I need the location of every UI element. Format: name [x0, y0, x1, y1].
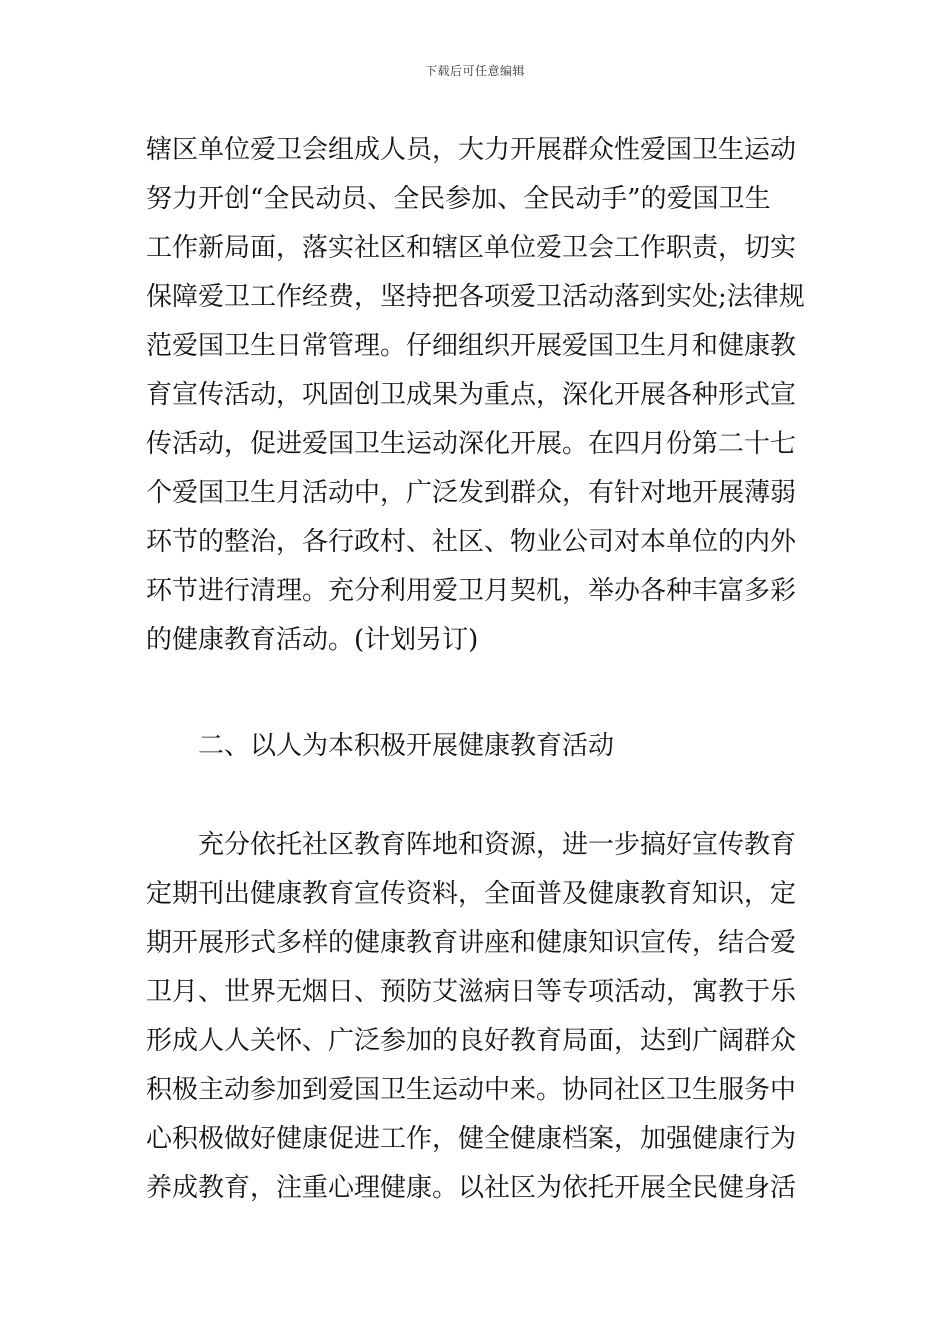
- text-line: 环节的整治，各行政村、社区、物业公司对本单位的内外: [146, 527, 797, 557]
- text-line: 保障爱卫工作经费，坚持把各项爱卫活动落到实处;法律规: [146, 282, 805, 312]
- section-2-heading-block: [146, 722, 810, 771]
- paragraph-1: [146, 126, 810, 665]
- text-line: 期开展形式多样的健康教育讲座和健康知识宣传，结合爱: [146, 928, 797, 958]
- text-line: 育宣传活动，巩固创卫成果为重点，深化开展各种形式宣: [146, 380, 797, 410]
- text-line: 范爱国卫生日常管理。仔细组织开展爱国卫生月和健康教: [146, 331, 797, 361]
- text-line: 养成教育，注重心理健康。以社区为依托开展全民健身活: [146, 1173, 797, 1203]
- text-line: 卫月、世界无烟日、预防艾滋病日等专项活动，寓教于乐: [146, 977, 797, 1007]
- section-heading: 二、以人为本积极开展健康教育活动: [198, 731, 615, 761]
- text-line: 积极主动参加到爱国卫生运动中来。协同社区卫生服务中: [146, 1075, 797, 1105]
- text-line: 努力开创“全民动员、全民参加、全民动手”的爱国卫生: [146, 184, 771, 214]
- text-line: 的健康教育活动。(计划另订): [146, 625, 479, 655]
- text-line: 工作新局面，落实社区和辖区单位爱卫会工作职责，切实: [146, 233, 797, 263]
- text-line: 形成人人关怀、广泛参加的良好教育局面，达到广阔群众: [146, 1026, 797, 1056]
- text-line: 个爱国卫生月活动中，广泛发到群众，有针对地开展薄弱: [146, 478, 797, 508]
- text-line: 辖区单位爱卫会组成人员，大力开展群众性爱国卫生运动: [146, 135, 797, 165]
- text-line: 环节进行清理。充分利用爱卫月契机，举办各种丰富多彩: [146, 576, 797, 606]
- page-header: 下载后可任意编辑: [424, 64, 525, 78]
- text-line: 心积极做好健康促进工作，健全健康档案，加强健康行为: [146, 1124, 797, 1154]
- text-line: 传活动，促进爱国卫生运动深化开展。在四月份第二十七: [146, 429, 797, 459]
- text-line: 定期刊出健康教育宣传资料，全面普及健康教育知识，定: [146, 879, 797, 909]
- text-line: 充分依托社区教育阵地和资源，进一步搞好宣传教育: [198, 830, 797, 860]
- paragraph-2: [146, 821, 810, 1213]
